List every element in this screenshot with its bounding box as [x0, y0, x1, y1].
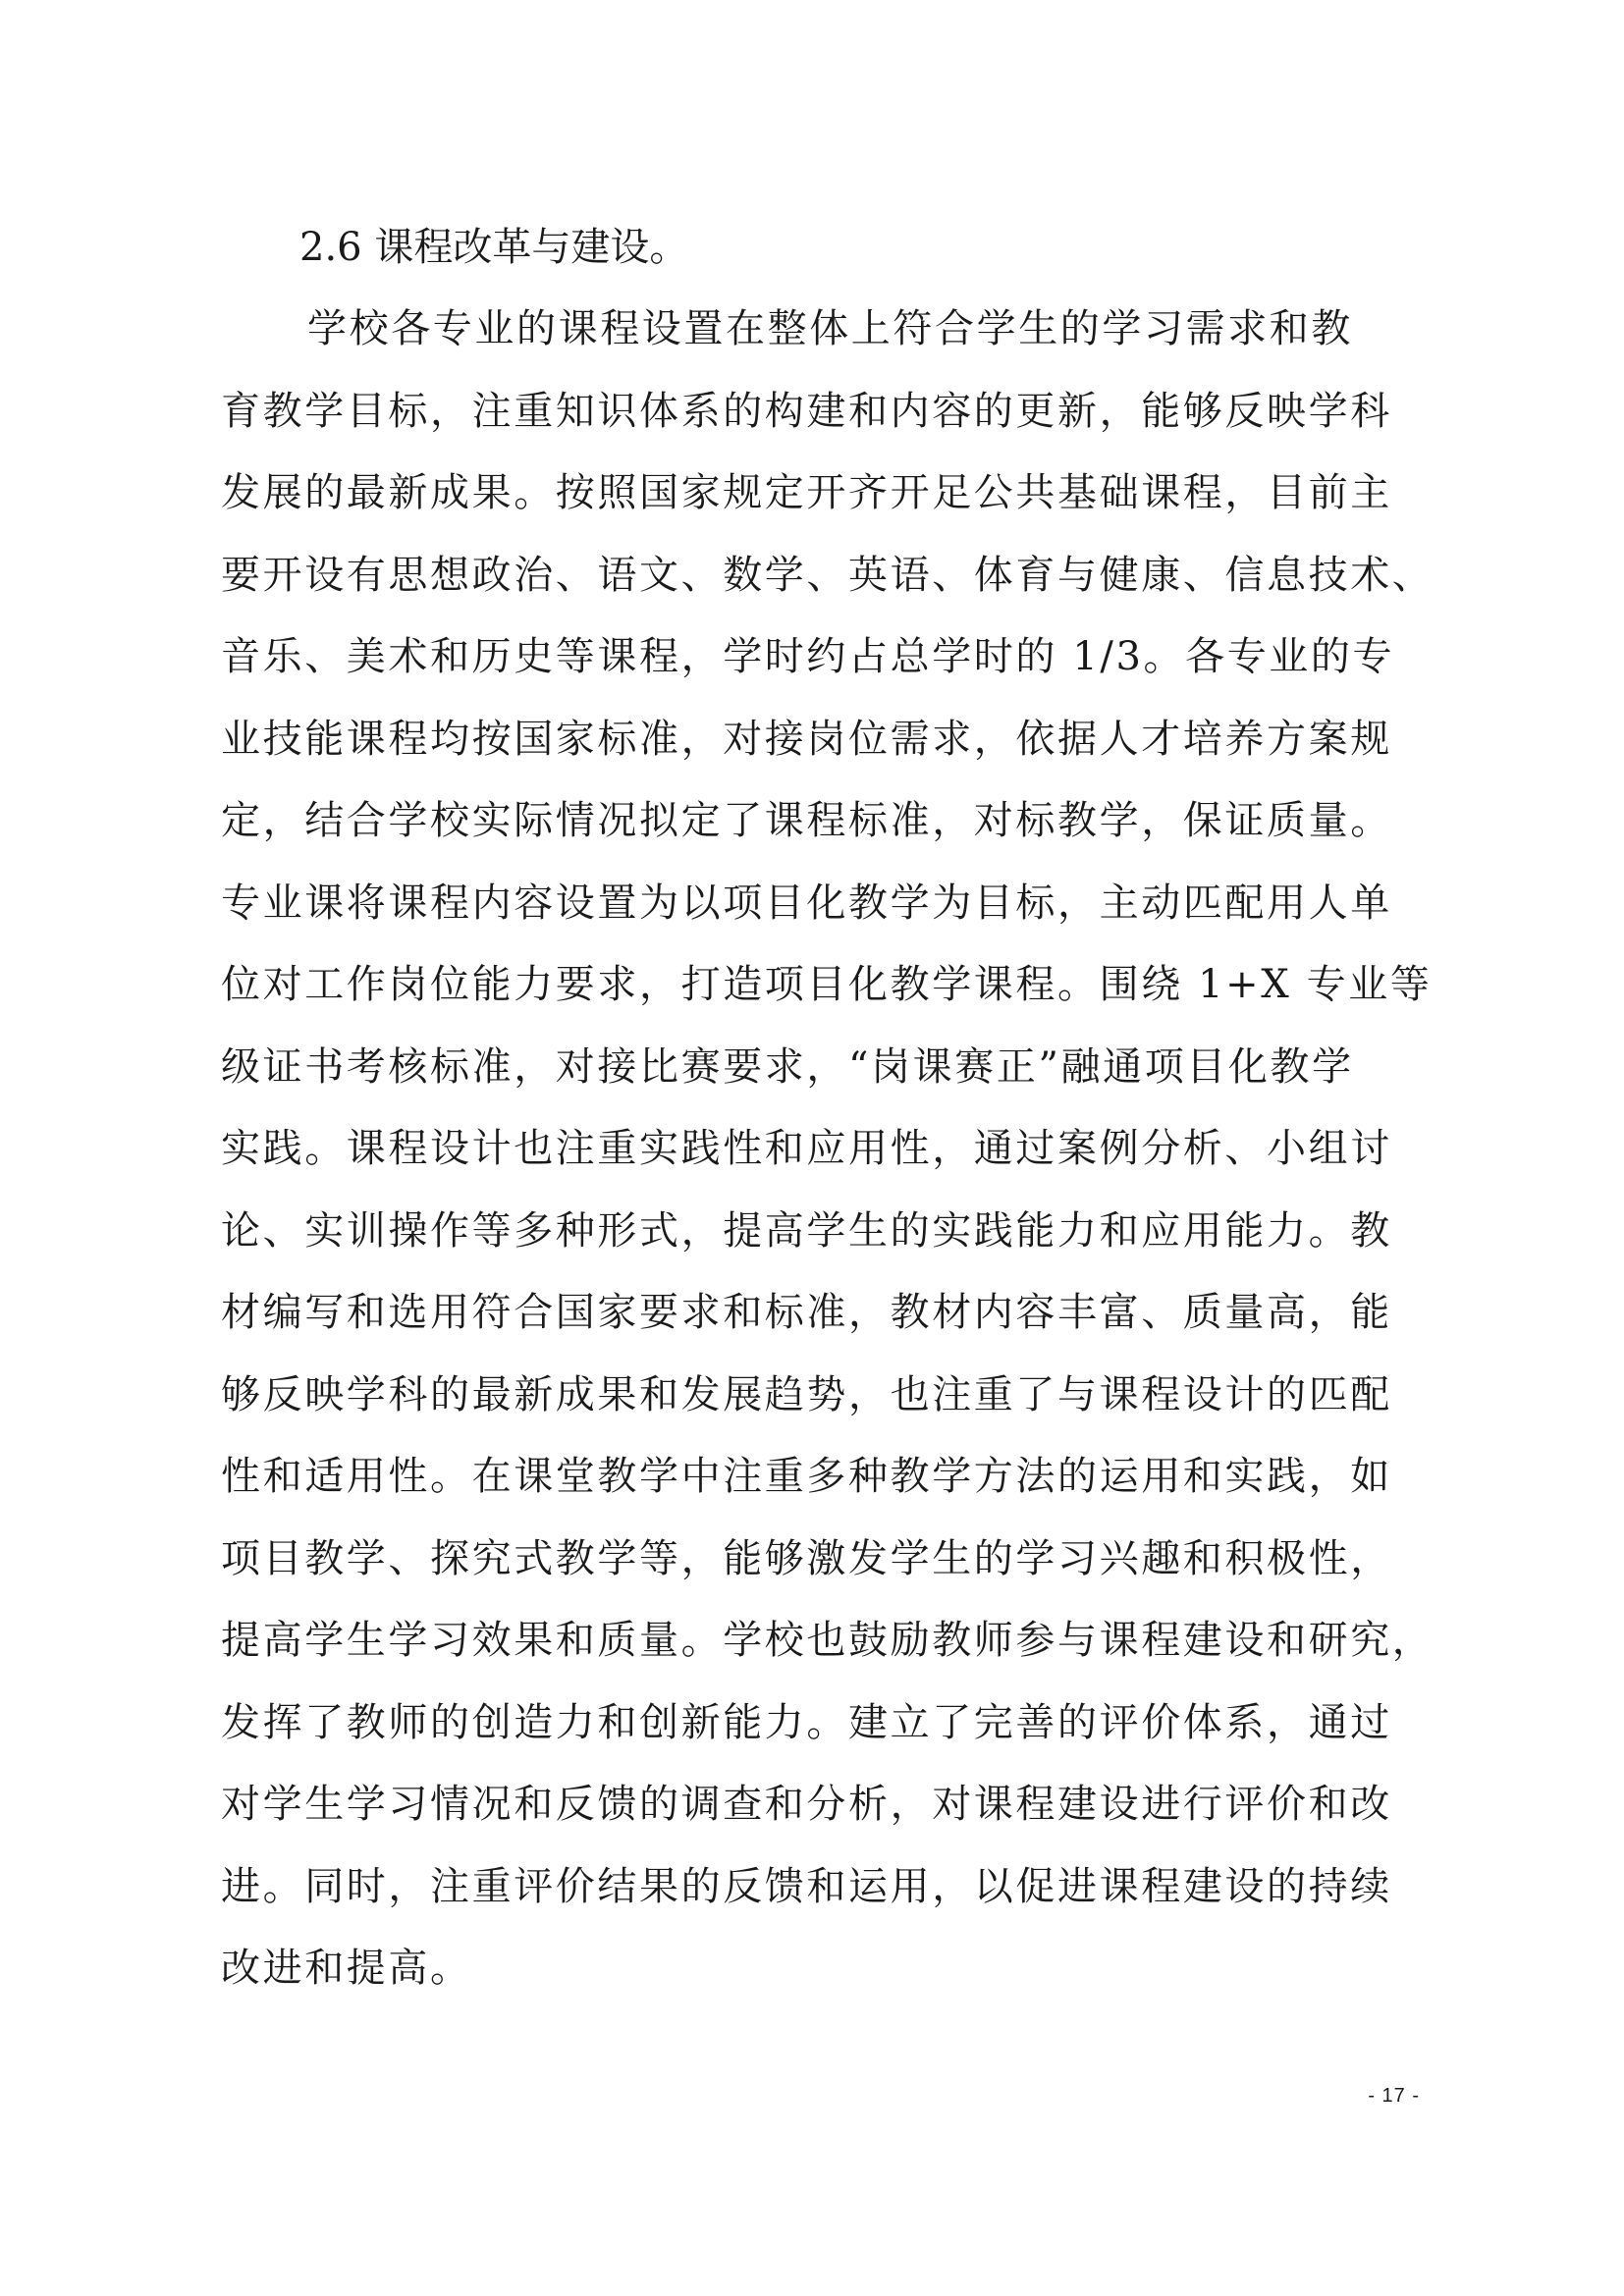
body-text: [221, 206, 1435, 2010]
section-heading: 2.6 课程改革与建设。: [299, 225, 689, 270]
paragraph-line: 业技能课程均按国家标准，对接岗位需求，依据人才培养方案规: [221, 716, 1392, 762]
paragraph-line: 够反映学科的最新成果和发展趋势，也注重了与课程设计的匹配: [221, 1371, 1392, 1417]
paragraph-line: 实践。课程设计也注重实践性和应用性，通过案例分析、小组讨: [221, 1126, 1392, 1171]
paragraph-line: 材编写和选用符合国家要求和标准，教材内容丰富、质量高，能: [221, 1290, 1392, 1335]
paragraph-line: 要开设有思想政治、语文、数学、英语、体育与健康、信息技术、: [221, 552, 1435, 598]
paragraph-line: 发挥了教师的创造力和创新能力。建立了完善的评价体系，通过: [221, 1699, 1392, 1745]
paragraph-line: 提高学生学习效果和质量。学校也鼓励教师参与课程建设和研究，: [221, 1618, 1435, 1663]
paragraph-line: 对学生学习情况和反馈的调查和分析，对课程建设进行评价和改: [221, 1782, 1392, 1827]
paragraph-line: 发展的最新成果。按照国家规定开齐开足公共基础课程，目前主: [221, 470, 1392, 515]
page-number: - 17 -: [1368, 2085, 1420, 2107]
paragraph-line: 学校各专业的课程设置在整体上符合学生的学习需求和教: [307, 306, 1353, 351]
paragraph-line: 育教学目标，注重知识体系的构建和内容的更新，能够反映学科: [221, 388, 1392, 434]
paragraph-line: 论、实训操作等多种形式，提高学生的实践能力和应用能力。教: [221, 1207, 1392, 1254]
paragraph: [221, 289, 1435, 2010]
paragraph-line: 级证书考核标准，对接比赛要求，“岗课赛正”融通项目化教学: [221, 1043, 1354, 1090]
paragraph-line: 定，结合学校实际情况拟定了课程标准，对标教学，保证质量。: [221, 798, 1392, 843]
paragraph-line: 专业课将课程内容设置为以项目化教学为目标，主动匹配用人单: [221, 880, 1392, 926]
paragraph-line: 位对工作岗位能力要求，打造项目化教学课程。围绕 1+X 专业等: [221, 962, 1433, 1007]
paragraph-line: 进。同时，注重评价结果的反馈和运用，以促进课程建设的持续: [221, 1863, 1392, 1909]
paragraph-line: 性和适用性。在课堂教学中注重多种教学方法的运用和实践，如: [221, 1454, 1392, 1499]
paragraph-line: 改进和提高。: [221, 1946, 472, 1991]
paragraph-line: 项目教学、探究式教学等，能够激发学生的学习兴趣和积极性，: [221, 1535, 1392, 1581]
paragraph-line: 音乐、美术和历史等课程，学时约占总学时的 1/3。各专业的专: [221, 634, 1395, 679]
